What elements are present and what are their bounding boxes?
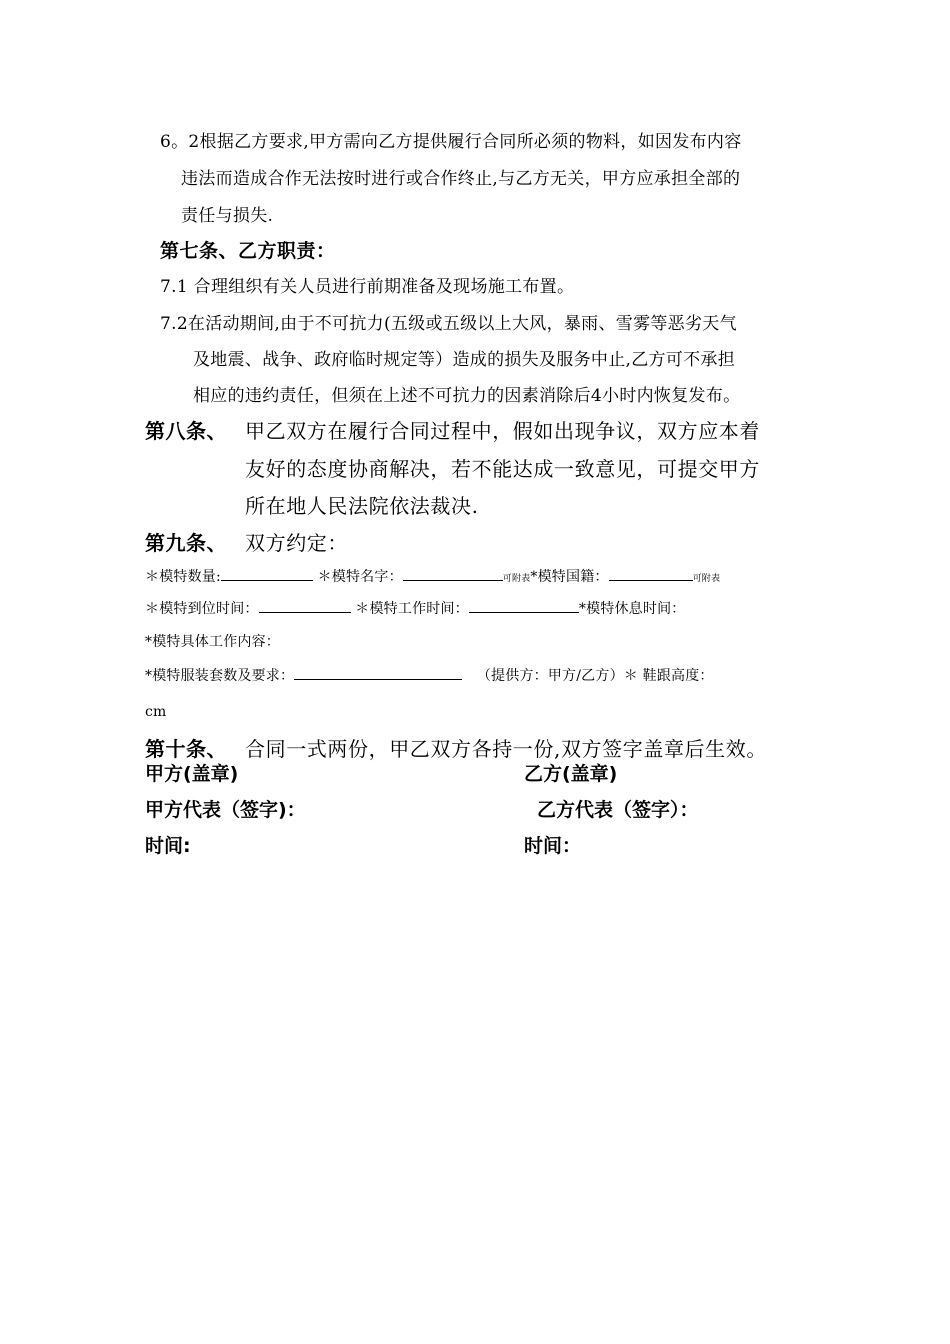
model-time-row xyxy=(145,598,685,618)
party-b-representative: 乙方代表（签字）： xyxy=(537,799,699,821)
heel-unit: cm xyxy=(145,704,167,720)
rest-time-label: *模特休息时间： xyxy=(578,601,686,617)
work-time-label: ＊模特工作时间： xyxy=(355,601,469,617)
party-a-representative: 甲方代表（签字)： xyxy=(145,799,306,821)
party-a-seal: 甲方(盖章) xyxy=(145,763,239,785)
clause-7-2-line1: 7.2在活动期间,由于不可抗力(五级或五级以上大风，暴雨、雪雾等恶劣天气 xyxy=(160,314,737,334)
model-name-field[interactable] xyxy=(403,566,503,581)
model-count-field[interactable] xyxy=(221,566,313,581)
clause-6-2-line1: 6。2根据乙方要求,甲方需向乙方提供履行合同所必须的物料，如因发布内容 xyxy=(160,132,742,152)
attach-note-1: 可附表 xyxy=(502,574,531,584)
costume-field[interactable] xyxy=(294,665,462,680)
clause-7-heading: 第七条、乙方职责： xyxy=(160,240,336,262)
work-time-field[interactable] xyxy=(469,598,579,613)
model-count-label: ＊模特数量: xyxy=(145,569,221,585)
party-b-time: 时间： xyxy=(524,835,582,857)
arrival-time-field[interactable] xyxy=(259,598,351,613)
clause-8-line1: 甲乙双方在履行合同过程中，假如出现争议，双方应本着 xyxy=(245,419,760,443)
clause-10-text: 合同一式两份，甲乙双方各持一份,双方签字盖章后生效。 xyxy=(245,737,767,761)
clause-8-label: 第八条、 xyxy=(145,419,227,443)
clause-6-2-line3: 责任与损失. xyxy=(181,206,274,226)
costume-row xyxy=(145,665,714,685)
model-nationality-label: *模特国籍： xyxy=(530,569,609,585)
model-count-row xyxy=(145,566,720,586)
clause-7-2-line3: 相应的违约责任，但须在上述不可抗力的因素消除后4小时内恢复发布。 xyxy=(193,386,741,406)
clause-6-2-line2: 违法而造成合作无法按时进行或合作终止,与乙方无关，甲方应承担全部的 xyxy=(181,169,741,189)
party-b-seal: 乙方(盖章) xyxy=(524,763,618,785)
clause-8-line2: 友好的态度协商解决，若不能达成一致意见，可提交甲方 xyxy=(245,457,760,481)
clause-7-2-line2: 及地震、战争、政府临时规定等）造成的损失及服务中止,乙方可不承担 xyxy=(193,350,736,370)
party-a-time: 时间: xyxy=(145,835,191,857)
costume-label: *模特服装套数及要求： xyxy=(145,668,295,684)
clause-10-label: 第十条、 xyxy=(145,737,227,761)
provider-label: （提供方：甲方/乙方）＊ 鞋跟高度： xyxy=(476,668,714,684)
attach-note-2: 可附表 xyxy=(692,574,721,584)
clause-9-label: 第九条、 xyxy=(145,531,227,555)
clause-7-1: 7.1 合理组织有关人员进行前期准备及现场施工布置。 xyxy=(160,277,575,297)
arrival-time-label: ＊模特到位时间： xyxy=(145,601,259,617)
work-content-label: *模特具体工作内容： xyxy=(145,634,280,650)
clause-8-line3: 所在地人民法院依法裁决. xyxy=(245,494,479,518)
model-name-label: ＊模特名字： xyxy=(317,569,403,585)
model-nationality-field[interactable] xyxy=(609,566,693,581)
clause-9-title: 双方约定： xyxy=(245,531,348,555)
